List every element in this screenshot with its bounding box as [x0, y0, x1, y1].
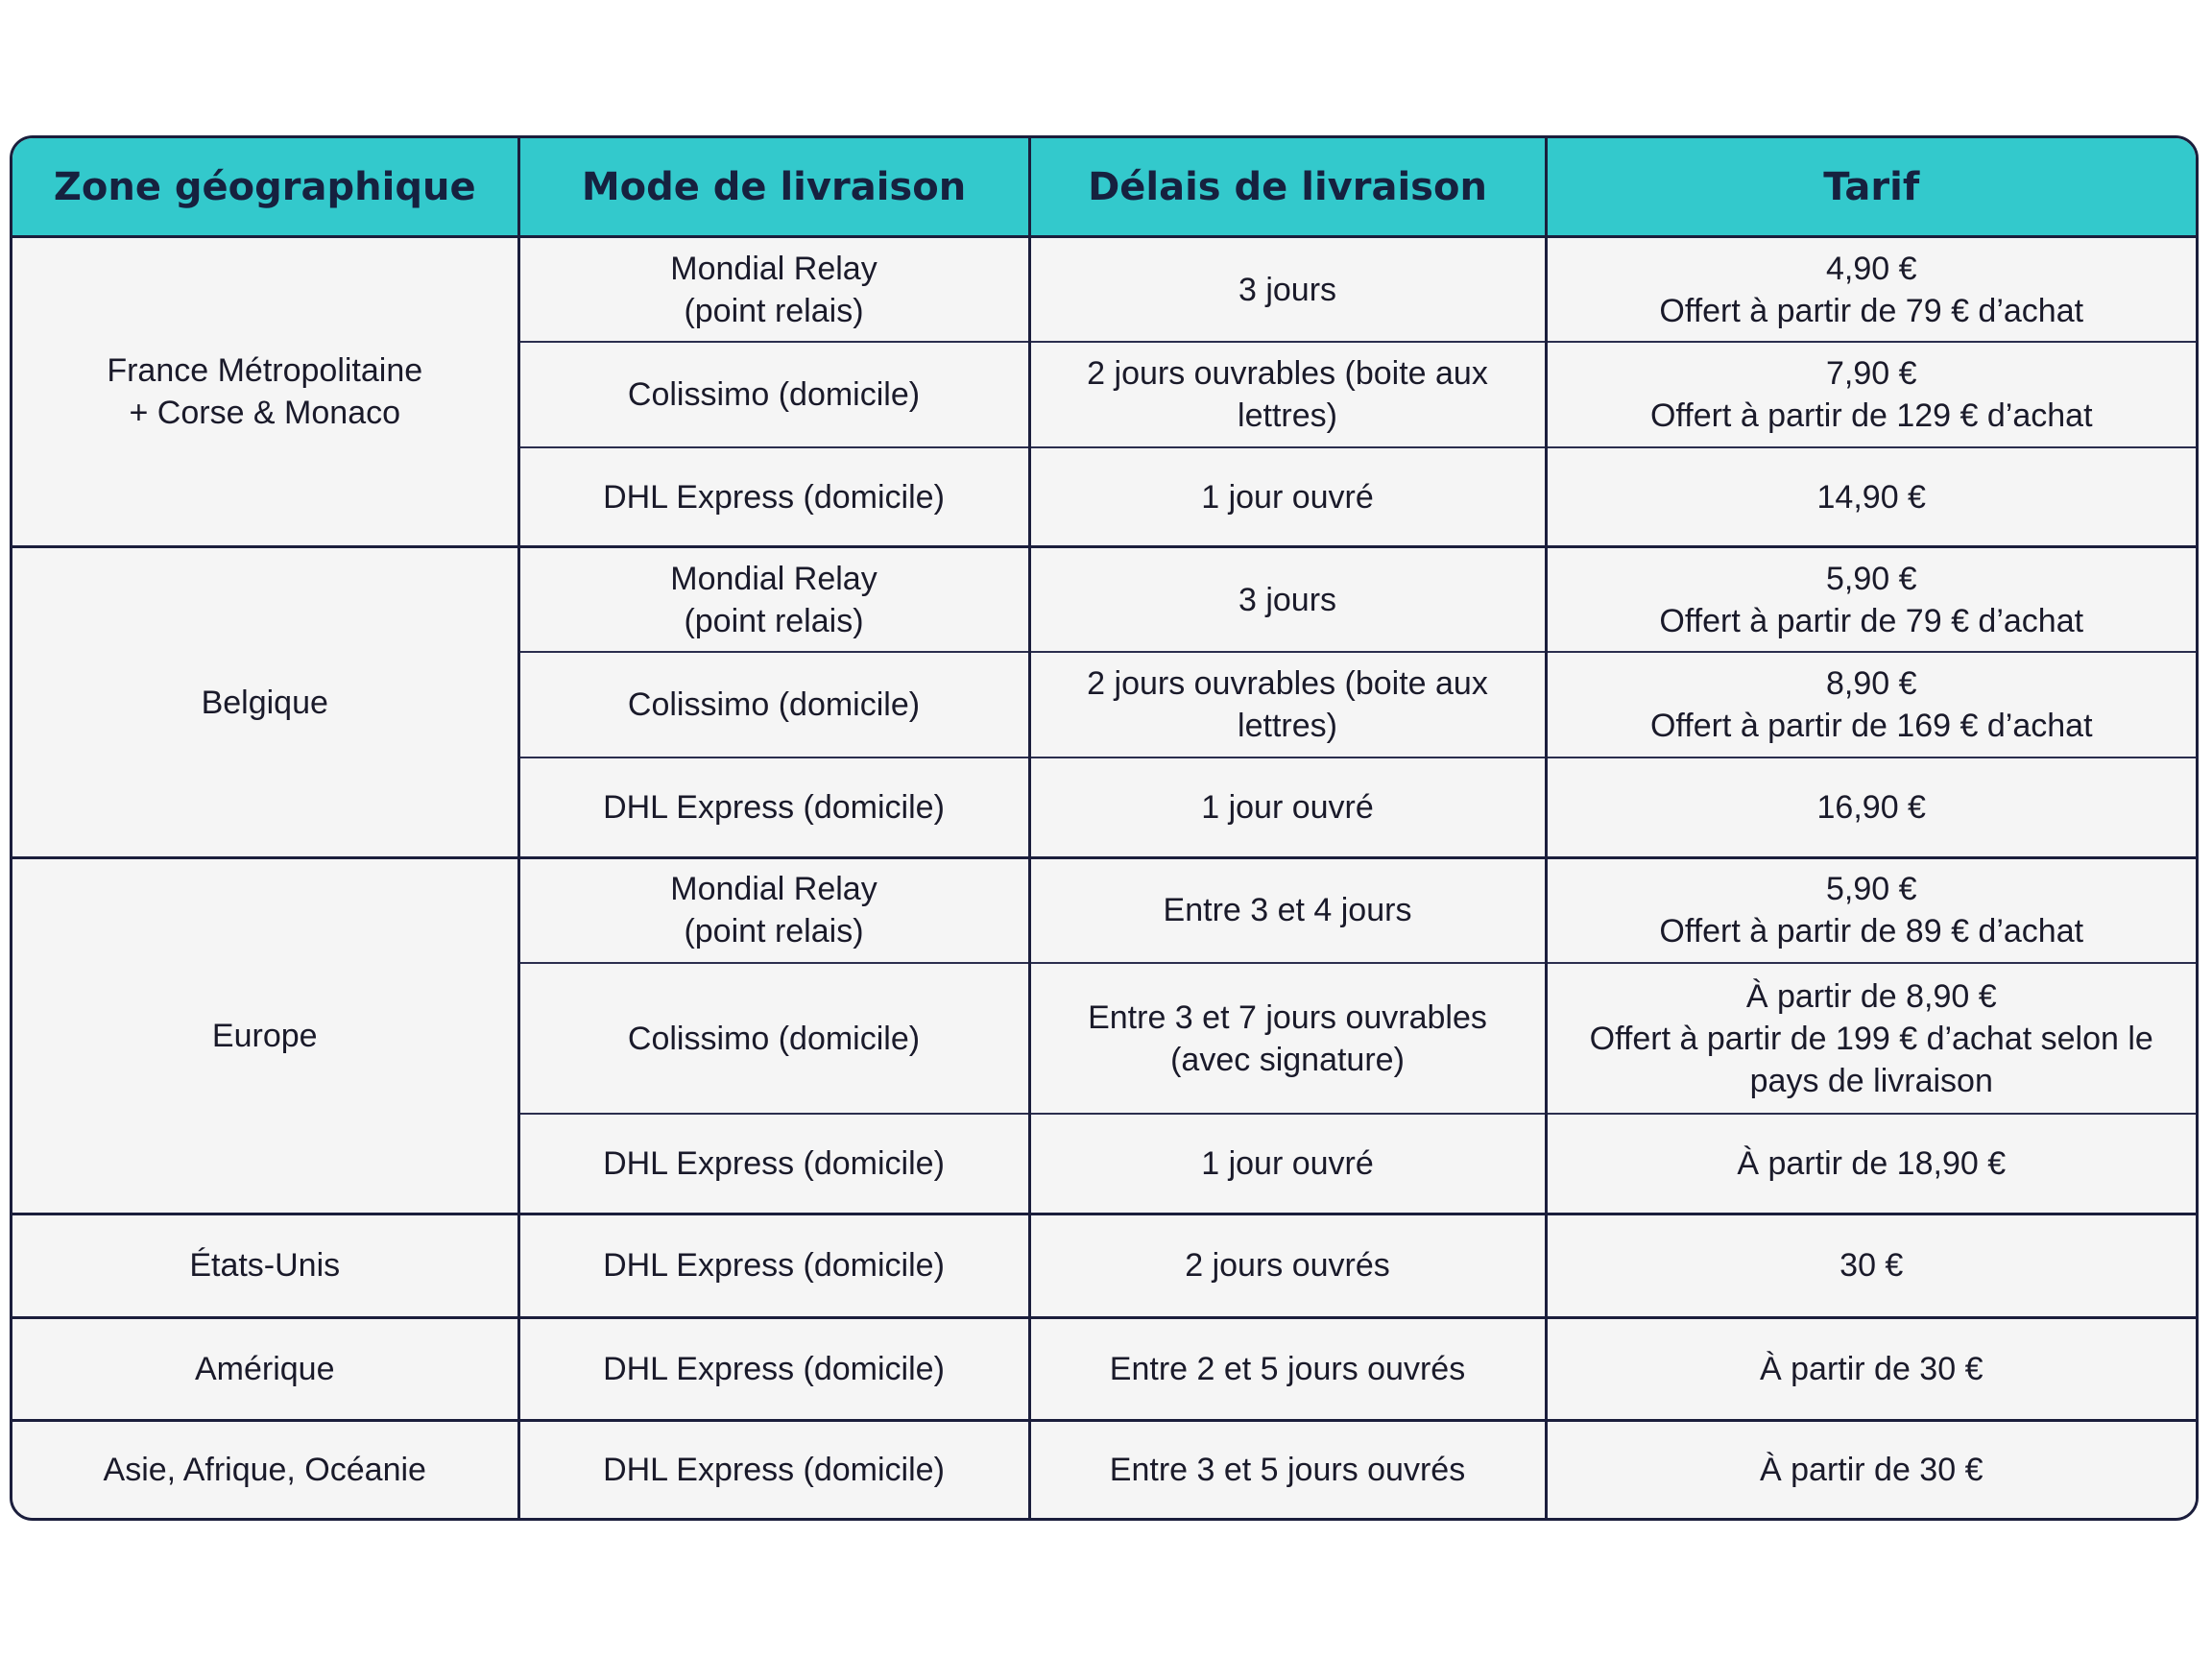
delai-text: lettres) [1238, 708, 1337, 745]
tarif-text: 7,90 € [1825, 354, 1917, 392]
mode-text: Mondial Relay [670, 560, 878, 597]
delai-cell [1029, 857, 1546, 963]
delai-cell [1029, 963, 1546, 1114]
zone-text: France Métropolitaine [107, 352, 423, 390]
zone-text: Asie, Afrique, Océanie [103, 1452, 426, 1489]
mode-text: (point relais) [684, 913, 864, 950]
shipping-rates-table [12, 138, 2196, 1518]
mode-text: DHL Express (domicile) [603, 478, 945, 516]
tarif-text: 5,90 € [1825, 871, 1917, 908]
tarif-cell [1546, 1317, 2196, 1420]
tarif-cell [1546, 1421, 2196, 1518]
delai-text: Entre 3 et 5 jours ouvrés [1109, 1452, 1466, 1489]
mode-cell [518, 342, 1029, 447]
tarif-cell [1546, 342, 2196, 447]
tarif-text: À partir de 18,90 € [1737, 1145, 2007, 1183]
tarif-text: Offert à partir de 169 € d’achat [1649, 708, 2093, 745]
delai-cell [1029, 447, 1546, 547]
tarif-cell [1546, 237, 2196, 343]
mode-text: DHL Express (domicile) [603, 1452, 945, 1489]
delai-cell [1029, 652, 1546, 757]
tarif-cell [1546, 652, 2196, 757]
delai-text: Entre 2 et 5 jours ouvrés [1109, 1350, 1466, 1387]
mode-text: (point relais) [684, 602, 864, 639]
zone-cell [12, 1421, 518, 1518]
delai-text: 2 jours ouvrables (boite aux [1087, 665, 1488, 703]
mode-cell [518, 1114, 1029, 1214]
mode-cell [518, 1421, 1029, 1518]
mode-text: Colissimo (domicile) [627, 1020, 921, 1057]
tarif-cell [1546, 857, 2196, 963]
tarif-cell [1546, 1114, 2196, 1214]
zone-cell [12, 547, 518, 857]
tarif-cell [1546, 757, 2196, 857]
delai-cell [1029, 757, 1546, 857]
delai-text: 1 jour ouvré [1201, 1145, 1374, 1183]
mode-cell [518, 447, 1029, 547]
delai-cell [1029, 1114, 1546, 1214]
header-zone: Zone géographique [12, 138, 518, 237]
delai-text: 2 jours ouvrables (boite aux [1087, 354, 1488, 392]
table-row [12, 547, 2196, 653]
tarif-text: 16,90 € [1816, 788, 1926, 826]
tarif-text: Offert à partir de 89 € d’achat [1659, 913, 2084, 950]
delai-text: (avec signature) [1170, 1041, 1405, 1078]
table-row [12, 1214, 2196, 1317]
delai-text: 3 jours [1238, 581, 1337, 618]
table-row [12, 1421, 2196, 1518]
mode-text: Colissimo (domicile) [627, 375, 921, 413]
delai-cell [1029, 1421, 1546, 1518]
delai-cell [1029, 547, 1546, 653]
delai-cell [1029, 1214, 1546, 1317]
zone-text: Europe [211, 1018, 318, 1054]
tarif-text: À partir de 30 € [1760, 1452, 1984, 1489]
mode-text: Colissimo (domicile) [627, 686, 921, 724]
delai-text: Entre 3 et 4 jours [1163, 892, 1412, 929]
tarif-text: À partir de 30 € [1760, 1350, 1984, 1387]
header-mode: Mode de livraison [518, 138, 1029, 237]
zone-cell [12, 1214, 518, 1317]
table-header-row [12, 138, 2196, 237]
tarif-text: 4,90 € [1825, 250, 1917, 287]
mode-cell [518, 547, 1029, 653]
tarif-cell [1546, 447, 2196, 547]
mode-cell [518, 652, 1029, 757]
mode-text: Mondial Relay [670, 250, 878, 287]
tarif-cell [1546, 1214, 2196, 1317]
mode-text: DHL Express (domicile) [603, 1350, 945, 1387]
zone-text: Belgique [201, 684, 328, 721]
mode-text: DHL Express (domicile) [603, 1145, 945, 1183]
delai-text: Entre 3 et 7 jours ouvrables [1088, 998, 1487, 1036]
tarif-text: 30 € [1839, 1247, 1904, 1285]
delai-text: 2 jours ouvrés [1185, 1247, 1390, 1285]
mode-text: (point relais) [684, 292, 864, 329]
tarif-cell [1546, 547, 2196, 653]
zone-cell [12, 857, 518, 1214]
table-row [12, 237, 2196, 343]
tarif-text: À partir de 8,90 € [1745, 977, 1997, 1015]
header-tarif: Tarif [1546, 138, 2196, 237]
zone-text: États-Unis [189, 1247, 341, 1285]
mode-text: Mondial Relay [670, 871, 878, 908]
tarif-text: Offert à partir de 79 € d’achat [1659, 602, 2084, 639]
delai-cell [1029, 342, 1546, 447]
tarif-cell [1546, 963, 2196, 1114]
table-row [12, 857, 2196, 963]
header-delai: Délais de livraison [1029, 138, 1546, 237]
mode-cell [518, 1214, 1029, 1317]
zone-cell [12, 1317, 518, 1420]
table-body [12, 237, 2196, 1519]
shipping-table-container [10, 135, 2199, 1521]
mode-cell [518, 1317, 1029, 1420]
mode-cell [518, 237, 1029, 343]
zone-text: Amérique [194, 1350, 335, 1387]
mode-text: DHL Express (domicile) [603, 1247, 945, 1285]
delai-text: 3 jours [1238, 271, 1337, 308]
tarif-text: pays de livraison [1749, 1062, 1993, 1099]
tarif-text: 8,90 € [1825, 665, 1917, 703]
zone-text: + Corse & Monaco [129, 395, 401, 432]
zone-cell [12, 237, 518, 547]
tarif-text: 5,90 € [1825, 560, 1917, 597]
delai-text: 1 jour ouvré [1201, 478, 1374, 516]
mode-cell [518, 963, 1029, 1114]
mode-cell [518, 757, 1029, 857]
table-row [12, 1317, 2196, 1420]
tarif-text: Offert à partir de 79 € d’achat [1659, 292, 2084, 329]
delai-text: 1 jour ouvré [1201, 788, 1374, 826]
delai-cell [1029, 237, 1546, 343]
tarif-text: Offert à partir de 199 € d’achat selon le [1589, 1020, 2153, 1057]
mode-cell [518, 857, 1029, 963]
delai-cell [1029, 1317, 1546, 1420]
tarif-text: Offert à partir de 129 € d’achat [1649, 397, 2093, 434]
delai-text: lettres) [1238, 397, 1337, 434]
tarif-text: 14,90 € [1816, 478, 1926, 516]
mode-text: DHL Express (domicile) [603, 788, 945, 826]
